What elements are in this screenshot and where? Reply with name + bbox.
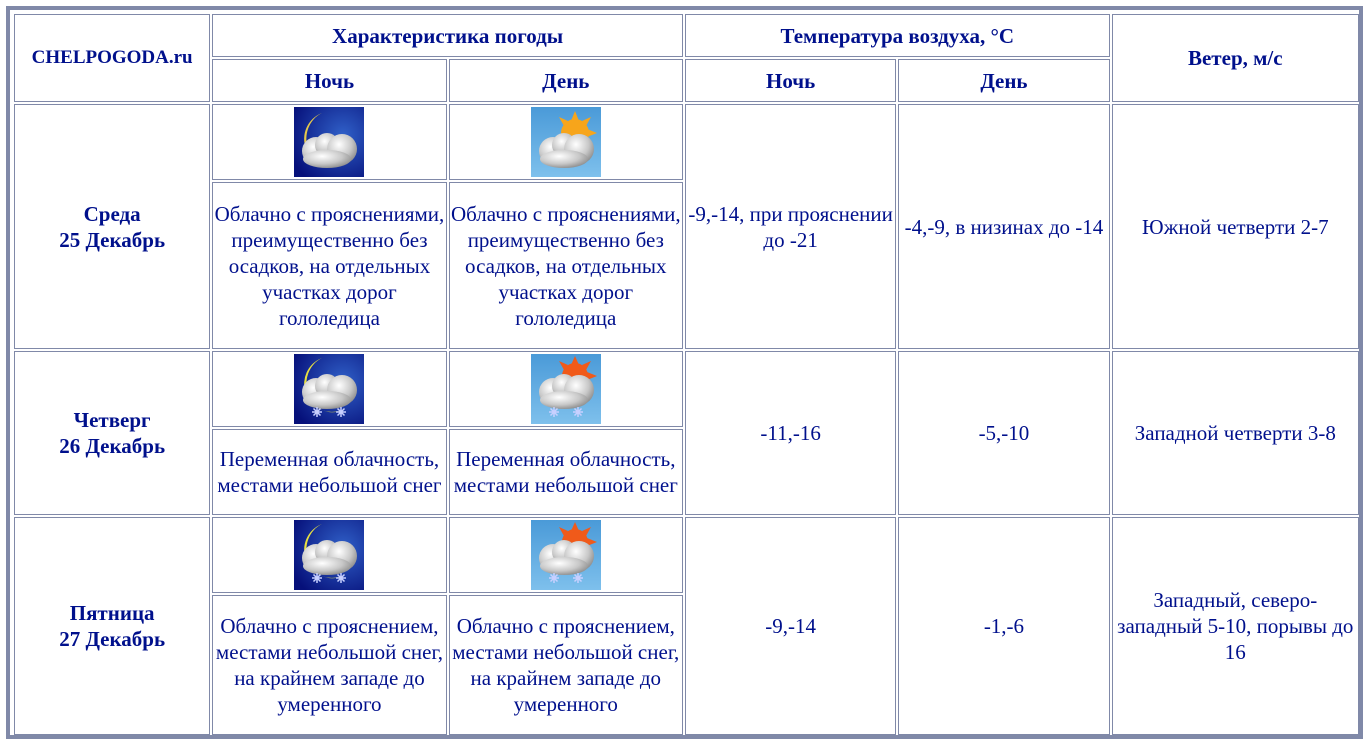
temp-night-value: -9,-14, при прояснении до -21 [685,104,896,349]
wind-value: Западной четверти 3-8 [1112,351,1359,515]
wind-header: Ветер, м/с [1112,14,1359,102]
air-temperature-header: Температура воздуха, °C [685,14,1110,57]
site-brand: CHELPOGODA.ru [14,14,210,102]
night-description: Переменная облачность, местами небольшой снег [212,429,446,515]
night-description: Облачно с прояснениями, преимущественно без осадков, на отдельных участках дорог гололедица [212,182,446,348]
date: 27 Декабрь [59,627,166,652]
sun-cloudy-snow-icon [531,354,601,424]
forecast-frame [6,6,1363,739]
temp-day-value: -5,-10 [898,351,1109,515]
day-icon-cell [449,351,683,427]
day-description: Облачно с прояснениями, преимущественно без осадков, на отдельных участках дорог гололедица [449,182,683,348]
night-icon-cell [212,351,446,427]
forecast-table [12,12,1361,737]
weekday: Среда [83,201,141,226]
day-cell [14,351,210,515]
day-cell [14,104,210,349]
night-icon-cell [212,104,446,180]
wind-value: Западный, северо-западный 5-10, порывы до 16 [1112,517,1359,735]
weather-characteristics-header: Характеристика погоды [212,14,683,57]
temp-night-value: -9,-14 [685,517,896,735]
weather-day-header: День [449,59,683,102]
weather-night-header: Ночь [212,59,446,102]
date: 25 Декабрь [59,227,166,252]
sun-partly-cloudy-icon [531,107,601,177]
night-icon-cell [212,517,446,593]
day-icon-cell [449,104,683,180]
date: 26 Декабрь [59,433,166,458]
temp-night-value: -11,-16 [685,351,896,515]
moon-partly-cloudy-icon [294,107,364,177]
wind-value: Южной четверти 2-7 [1112,104,1359,349]
temp-day-value: -1,-6 [898,517,1109,735]
temp-day-header: День [898,59,1109,102]
day-description: Переменная облачность, местами небольшой снег [449,429,683,515]
day-icon-cell [449,517,683,593]
day-cell [14,517,210,735]
night-description: Облачно с прояснением, местами небольшой снег, на крайнем западе до умеренного [212,595,446,735]
day-description: Облачно с прояснением, местами небольшой снег, на крайнем западе до умеренного [449,595,683,735]
weekday: Пятница [69,601,155,626]
sun-cloudy-snow-icon [531,520,601,590]
moon-cloudy-snow-icon [294,520,364,590]
temp-night-header: Ночь [685,59,896,102]
temp-day-value: -4,-9, в низинах до -14 [898,104,1109,349]
moon-cloudy-snow-icon [294,354,364,424]
weekday: Четверг [73,407,151,432]
